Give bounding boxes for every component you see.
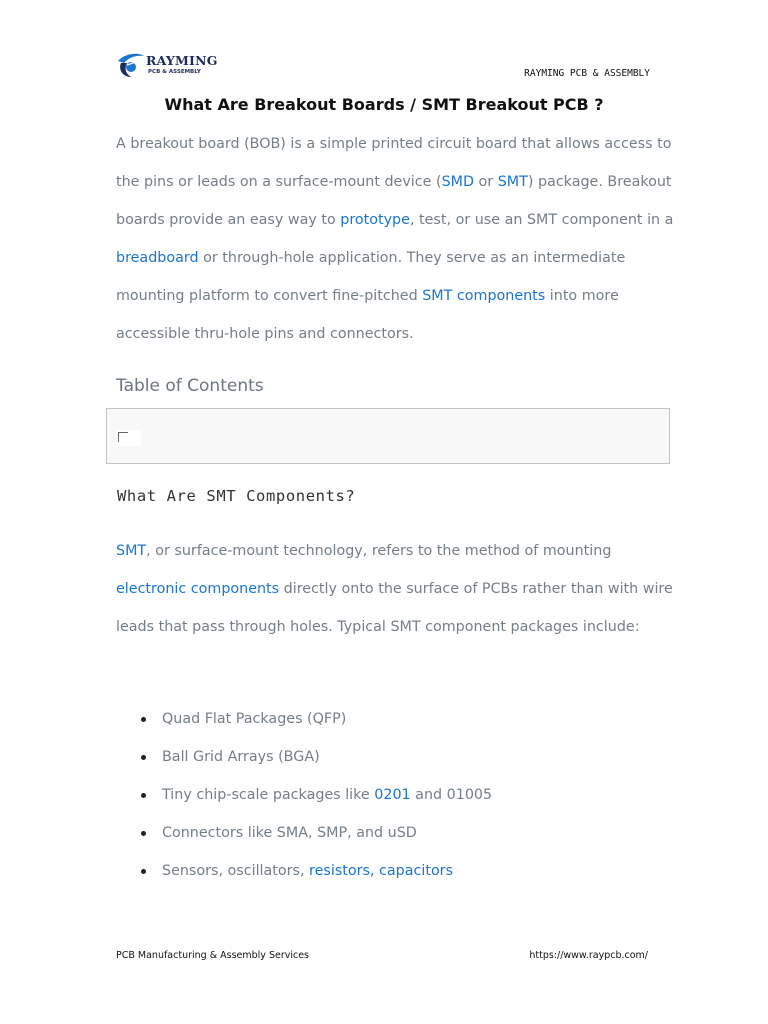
list-item-text: and 01005 (410, 787, 493, 803)
intro-text-6: into more accessible thru-hole pins and connectors. (116, 288, 619, 342)
link-prototype[interactable]: prototype (340, 212, 410, 228)
link-electronic-components[interactable]: electronic components (116, 581, 280, 597)
list-item-text: Sensors, oscillators, (162, 863, 310, 879)
toc-heading: Table of Contents (116, 376, 264, 396)
list-item (116, 738, 676, 776)
intro-text-1: A breakout board (BOB) is a simple printed circuit board that allows access to the pins or leads on a surface-mount device ( (116, 136, 672, 190)
smt-paragraph (116, 532, 676, 646)
list-item-text: Tiny chip-scale packages like (162, 787, 375, 803)
link-breadboard[interactable]: breadboard (116, 250, 199, 266)
toc-toggle-button[interactable] (117, 430, 141, 446)
smt-package-list (116, 700, 676, 890)
link-smd[interactable]: SMD (441, 174, 474, 190)
list-item (116, 700, 676, 738)
toc-toggle-icon (118, 432, 128, 442)
list-item (116, 776, 676, 814)
page-title: What Are Breakout Boards / SMT Breakout PCB ? (164, 95, 604, 114)
footer-url[interactable]: https://www.raypcb.com/ (529, 950, 648, 961)
section-heading-smt-components: What Are SMT Components? (117, 487, 356, 505)
logo-name: RAYMING (146, 53, 218, 68)
header-company-name: RAYMING PCB & ASSEMBLY (524, 68, 650, 79)
smt-text-1: , or surface-mount technology, refers to the method of mounting (146, 543, 612, 559)
intro-text-2: or (473, 174, 498, 190)
link-smt-section[interactable]: SMT (116, 543, 147, 559)
link-0201[interactable]: 0201 (374, 787, 411, 803)
link-smt-components[interactable]: SMT components (422, 288, 546, 304)
link-smt[interactable]: SMT (497, 174, 528, 190)
list-item-text: Quad Flat Packages (QFP) (162, 711, 347, 727)
smt-text-2: directly onto the surface of PCBs rather than with wire leads that pass through holes. Typical SMT component packages include: (116, 581, 673, 635)
table-of-contents-box (106, 408, 670, 464)
intro-paragraph (116, 125, 676, 353)
list-item (116, 814, 676, 852)
intro-text-5: or through-hole application. They serve as an intermediate mounting platform to convert fine-pitched (116, 250, 626, 304)
link-resistors-capacitors[interactable]: resistors, capacitors (309, 863, 454, 879)
intro-text-4: , test, or use an SMT component in a (409, 212, 674, 228)
list-item-text: Ball Grid Arrays (BGA) (162, 749, 320, 765)
rayming-logo-icon (115, 52, 145, 78)
footer-services: PCB Manufacturing & Assembly Services (116, 950, 310, 961)
list-item-text: Connectors like SMA, SMP, and uSD (162, 825, 417, 841)
rayming-logo (115, 50, 218, 80)
logo-subtitle: PCB & ASSEMBLY (148, 69, 201, 75)
intro-text-3: ) package. Breakout boards provide an easy way to (116, 174, 672, 228)
list-item (116, 852, 676, 890)
